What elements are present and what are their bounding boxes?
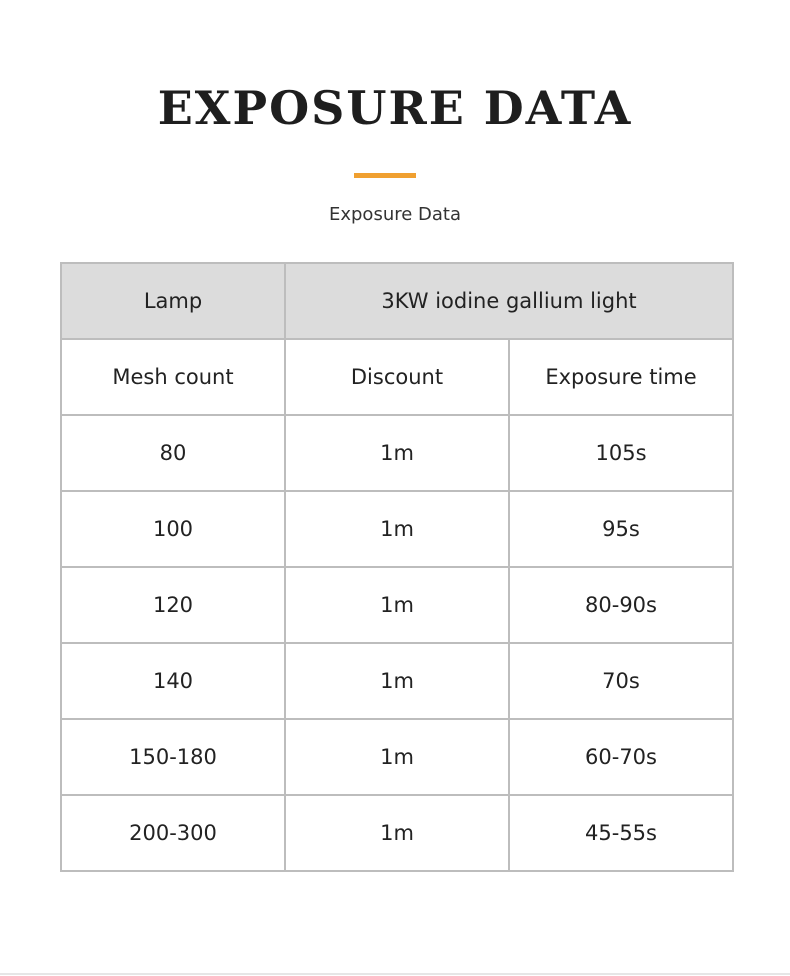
page-subtitle: Exposure Data — [328, 204, 462, 225]
exposure-time-cell: 105s — [509, 415, 733, 491]
column-header-mesh-count: Mesh count — [61, 339, 285, 415]
lamp-value-cell: 3KW iodine gallium light — [285, 263, 733, 339]
mesh-count-cell: 150-180 — [61, 719, 285, 795]
table-row — [61, 567, 733, 643]
discount-cell: 1m — [285, 491, 509, 567]
table-row — [61, 795, 733, 871]
accent-divider — [354, 173, 416, 178]
discount-cell: 1m — [285, 643, 509, 719]
exposure-time-cell: 95s — [509, 491, 733, 567]
exposure-table — [60, 262, 734, 872]
column-header-row — [61, 339, 733, 415]
table-header-row — [61, 263, 733, 339]
page-title: EXPOSURE DATA — [157, 81, 633, 135]
discount-cell: 1m — [285, 719, 509, 795]
discount-cell: 1m — [285, 415, 509, 491]
table-row — [61, 643, 733, 719]
discount-cell: 1m — [285, 567, 509, 643]
exposure-time-cell: 60-70s — [509, 719, 733, 795]
mesh-count-cell: 120 — [61, 567, 285, 643]
table-row — [61, 719, 733, 795]
mesh-count-cell: 140 — [61, 643, 285, 719]
column-header-discount: Discount — [285, 339, 509, 415]
table-row — [61, 415, 733, 491]
exposure-time-cell: 70s — [509, 643, 733, 719]
table-row — [61, 491, 733, 567]
exposure-time-cell: 45-55s — [509, 795, 733, 871]
mesh-count-cell: 80 — [61, 415, 285, 491]
discount-cell: 1m — [285, 795, 509, 871]
mesh-count-cell: 100 — [61, 491, 285, 567]
bottom-divider — [0, 973, 790, 975]
exposure-time-cell: 80-90s — [509, 567, 733, 643]
lamp-label-cell: Lamp — [61, 263, 285, 339]
column-header-exposure-time: Exposure time — [509, 339, 733, 415]
mesh-count-cell: 200-300 — [61, 795, 285, 871]
